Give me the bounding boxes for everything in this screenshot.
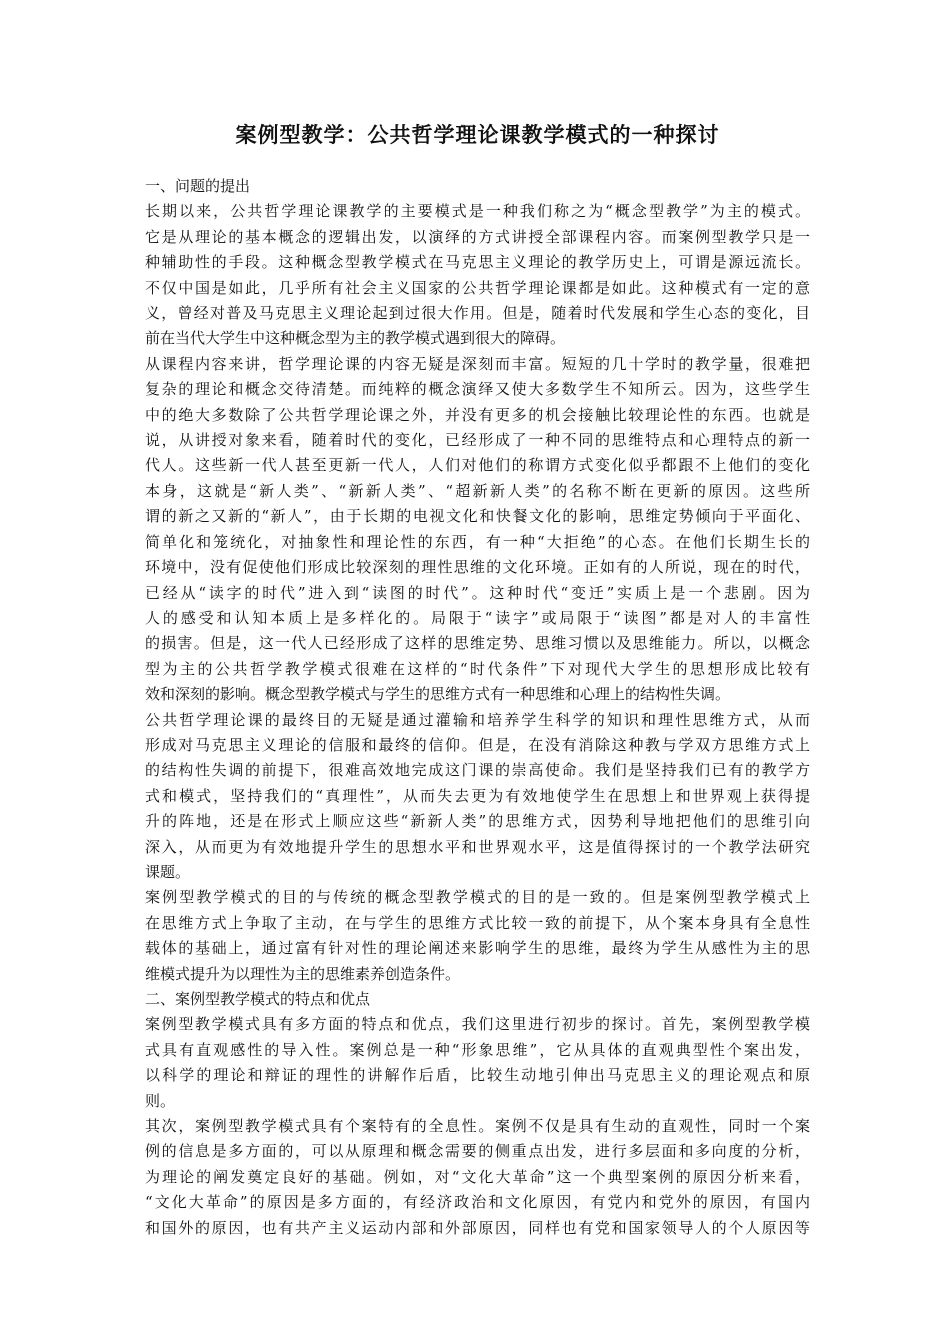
text-line: 效和深刻的影响。概念型教学模式与学生的思维方式有一种思维和心理上的结构性失调。: [145, 685, 731, 704]
text-line: 不仅中国是如此，几乎所有社会主义国家的公共哲学理论课都是如此。这种模式有一定的意: [145, 278, 810, 297]
text-line: 它是从理论的基本概念的逻辑出发，以演绎的方式讲授全部课程内容。而案例型教学只是一: [145, 227, 810, 246]
text-line: 的损害。但是，这一代人已经形成了这样的思维定势、思维习惯以及思维能力。所以，以概念: [145, 634, 810, 653]
text-line: 其次，案例型教学模式具有个案特有的全息性。案例不仅是具有生动的直观性，同时一个案: [145, 1117, 810, 1136]
text-line: “文化大革命”的原因是多方面的，有经济政治和文化原因，有党内和党外的原因，有国内: [145, 1193, 810, 1212]
text-line: 以科学的理论和辩证的理性的讲解作后盾，比较生动地引伸出马克思主义的理论观点和原: [145, 1066, 810, 1085]
document-page: [145, 120, 810, 1241]
text-line: 深入，从而更为有效地提升学生的思想水平和世界观水平，这是值得探讨的一个教学法研究: [145, 837, 810, 856]
text-line: 课题。: [145, 862, 191, 881]
text-line: 案例型教学模式的目的与传统的概念型教学模式的目的是一致的。但是案例型教学模式上: [145, 888, 810, 907]
text-line: 义，曾经对普及马克思主义理论起到过很大作用。但是，随着时代发展和学生心态的变化，目: [145, 304, 810, 323]
text-line: 人的感受和认知本质上是多样化的。局限于“读字”或局限于“读图”都是对人的丰富性: [145, 608, 810, 627]
text-line: 式和模式，坚持我们的“真理性”，从而失去更为有效地使学生在思想上和世界观上获得提: [145, 786, 810, 805]
text-line: 本身，这就是“新人类”、“新新人类”、“超新新人类”的名称不断在更新的原因。这些所: [145, 481, 810, 500]
text-line: 已经从“读字的时代”进入到“读图的时代”。这种时代“变迁”实质上是一个悲剧。因为: [145, 583, 810, 602]
text-line: 简单化和笼统化，对抽象性和理论性的东西，有一种“大拒绝”的心态。在他们长期生长的: [145, 532, 810, 551]
text-line: 为理论的阐发奠定良好的基础。例如，对“文化大革命”这一个典型案例的原因分析来看，: [145, 1167, 810, 1186]
text-line: 维模式提升为以理性为主的思维素养创造条件。: [145, 964, 461, 983]
text-line: 载体的基础上，通过富有针对性的理论阐述来影响学生的思维，最终为学生从感性为主的思: [145, 939, 810, 958]
text-line: 的结构性失调的前提下，很难高效地完成这门课的崇高使命。我们是坚持我们已有的教学方: [145, 761, 810, 780]
text-line: 升的阵地，还是在形式上顺应这些“新新人类”的思维方式，因势利导地把他们的思维引向: [145, 812, 810, 831]
text-line: 式具有直观感性的导入性。案例总是一种“形象思维”，它从具体的直观典型性个案出发，: [145, 1040, 810, 1059]
text-line: 中的绝大多数除了公共哲学理论课之外，并没有更多的机会接触比较理论性的东西。也就是: [145, 405, 810, 424]
text-line: 前在当代大学生中这种概念型为主的教学模式遇到很大的障碍。: [145, 329, 566, 348]
text-line: 一、问题的提出: [145, 177, 251, 195]
text-line: 则。: [145, 1091, 176, 1110]
text-line: 从课程内容来讲，哲学理论课的内容无疑是深刻而丰富。短短的几十学时的教学量，很难把: [145, 354, 810, 373]
document-title: 案例型教学：公共哲学理论课教学模式的一种探讨: [235, 123, 720, 147]
text-line: 种辅助性的手段。这种概念型教学模式在马克思主义理论的教学历史上，可谓是源远流长。: [145, 253, 810, 272]
text-line: 二、案例型教学模式的特点和优点: [145, 990, 371, 1008]
text-line: 和国外的原因，也有共产主义运动内部和外部原因，同样也有党和国家领导人的个人原因等: [145, 1218, 810, 1237]
text-line: 案例型教学模式具有多方面的特点和优点，我们这里进行初步的探讨。首先，案例型教学模: [145, 1015, 810, 1034]
text-line: 代人。这些新一代人甚至更新一代人，人们对他们的称谓方式变化似乎都跟不上他们的变化: [145, 456, 810, 475]
text-line: 复杂的理论和概念交待清楚。而纯粹的概念演绎又使大多数学生不知所云。因为，这些学生: [145, 380, 810, 399]
document-body: [145, 174, 810, 1241]
text-line: 环境中，没有促使他们形成比较深刻的理性思维的文化环境。正如有的人所说，现在的时代，: [145, 558, 810, 577]
text-line: 公共哲学理论课的最终目的无疑是通过灌输和培养学生科学的知识和理性思维方式，从而: [145, 710, 810, 729]
text-line: 型为主的公共哲学教学模式很难在这样的“时代条件”下对现代大学生的思想形成比较有: [145, 659, 810, 678]
text-line: 长期以来，公共哲学理论课教学的主要模式是一种我们称之为“概念型教学”为主的模式。: [145, 202, 810, 221]
text-line: 谓的新之又新的“新人”，由于长期的电视文化和快餐文化的影响，思维定势倾向于平面化、: [145, 507, 810, 526]
text-line: 说，从讲授对象来看，随着时代的变化，已经形成了一种不同的思维特点和心理特点的新一: [145, 431, 810, 450]
text-line: 形成对马克思主义理论的信服和最终的信仰。但是，在没有消除这种教与学双方思维方式上: [145, 735, 810, 754]
text-line: 在思维方式上争取了主动，在与学生的思维方式比较一致的前提下，从个案本身具有全息性: [145, 913, 810, 932]
text-line: 例的信息是多方面的，可以从原理和概念需要的侧重点出发，进行多层面和多向度的分析，: [145, 1142, 810, 1161]
